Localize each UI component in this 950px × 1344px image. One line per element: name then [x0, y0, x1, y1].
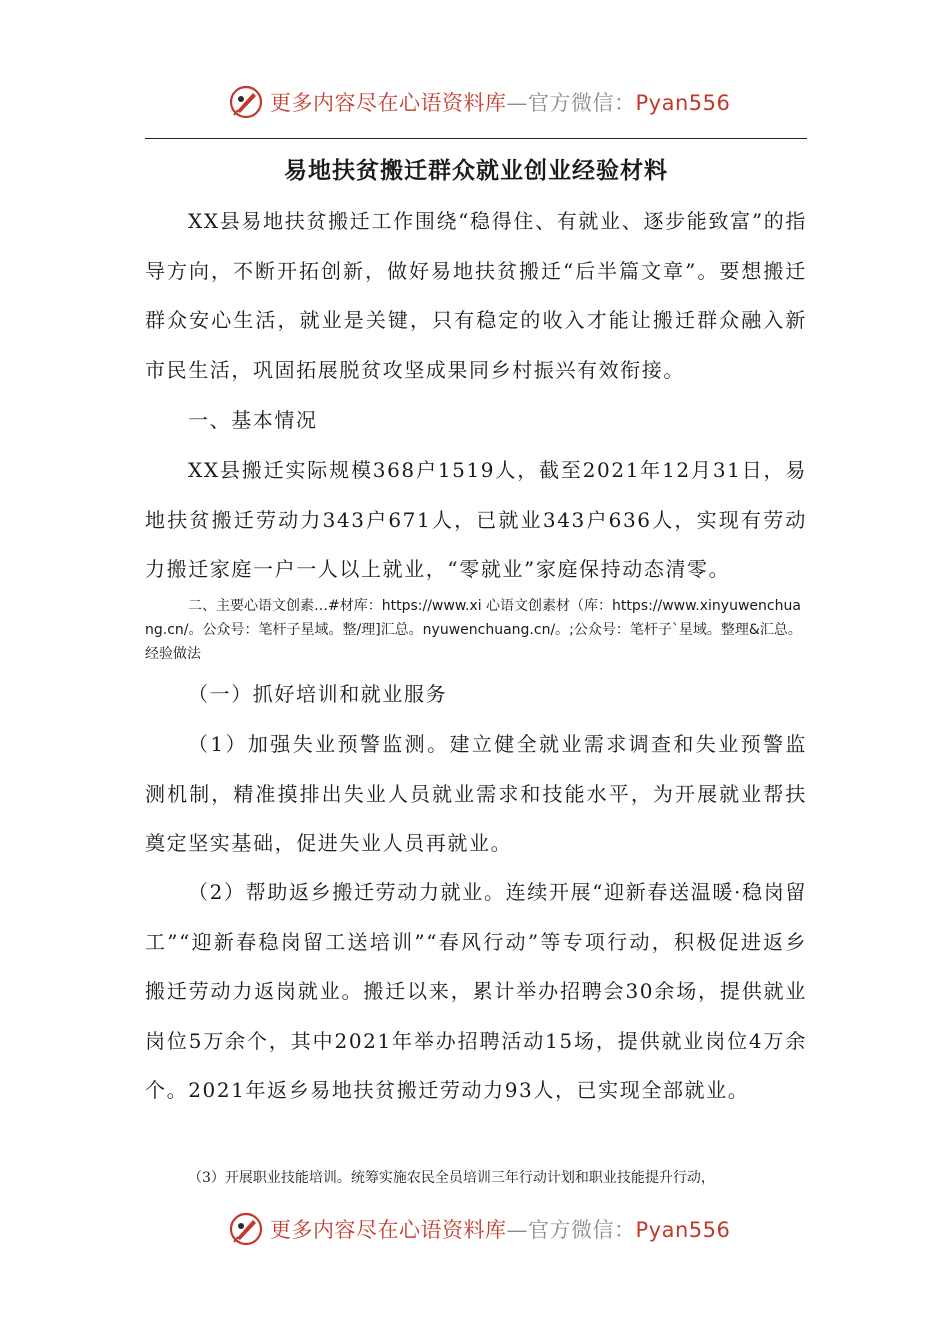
quill-logo-icon: [228, 1211, 264, 1247]
header-banner-separator: —: [506, 91, 528, 115]
header-rule: [145, 138, 807, 139]
footer-banner-main: 更多内容尽在心语资料库: [270, 1218, 507, 1242]
paragraph-item-2: （2）帮助返乡搬迁劳动力就业。连续开展“迎新春送温暖·稳岗留工”“迎新春稳岗留工送培训”“春风行动”等专项行动，积极促进返乡搬迁劳动力返岗就业。搬迁以来，累计举办招聘会30余场，提供就业岗位5万余个，其中2021年举办招聘活动15场，提供就业岗位4万余个。2021年返乡易地扶贫搬迁劳动力93人，已实现全部就业。: [145, 880, 807, 1102]
document-title: 易地扶贫搬迁群众就业创业经验材料: [284, 158, 668, 184]
footer-banner-separator: —: [506, 1218, 528, 1242]
footer-banner-wechat-id: Pyan556: [635, 1218, 731, 1242]
header-banner-text: [270, 87, 730, 117]
footer-banner: [228, 1209, 748, 1249]
quill-logo-icon: [228, 84, 264, 120]
subsection-heading-training: （一）抓好培训和就业服务: [188, 682, 448, 706]
section-heading-basic: 一、基本情况: [188, 408, 318, 432]
footer-banner-text: [270, 1214, 730, 1244]
paragraph-intro: XX县易地扶贫搬迁工作围绕“稳得住、有就业、逐步能致富”的指导方向，不断开拓创新，做好易地扶贫搬迁“后半篇文章”。要想搬迁群众安心生活，就业是关键，只有稳定的收入才能让搬迁群众融入新市民生活，巩固拓展脱贫攻坚成果同乡村振兴有效衔接。: [145, 209, 807, 382]
header-banner-wechat-id: Pyan556: [635, 91, 731, 115]
paragraph-item-1: （1）加强失业预警监测。建立健全就业需求调查和失业预警监测机制，精准摸排出失业人员就业需求和技能水平，为开展就业帮扶奠定坚实基础，促进失业人员再就业。: [145, 732, 807, 855]
paragraph-basic-situation: XX县搬迁实际规模368户1519人，截至2021年12月31日，易地扶贫搬迁劳动力343户671人，已就业343户636人，实现有劳动力搬迁家庭一户一人以上就业，“零就业”家庭保持动态清零。: [145, 458, 807, 581]
paragraph-item-3: （3）开展职业技能培训。统筹实施农民全员培训三年行动计划和职业技能提升行动，: [188, 1170, 715, 1186]
footer-banner-label: 官方微信：: [528, 1218, 636, 1242]
watermark-paragraph: 二、主要心语文创素…#材库：https://www.xi 心语文创素材（库：https://www.xinyuwenchuang.cn/。公众号：笔杆子星域。整/理]汇总。nyuwenchuang.cn/。;公众号：笔杆子`星域。整理&汇总。经验做法: [145, 598, 802, 662]
header-banner-main: 更多内容尽在心语资料库: [270, 91, 507, 115]
header-banner-label: 官方微信：: [528, 91, 636, 115]
header-banner: [228, 82, 748, 122]
